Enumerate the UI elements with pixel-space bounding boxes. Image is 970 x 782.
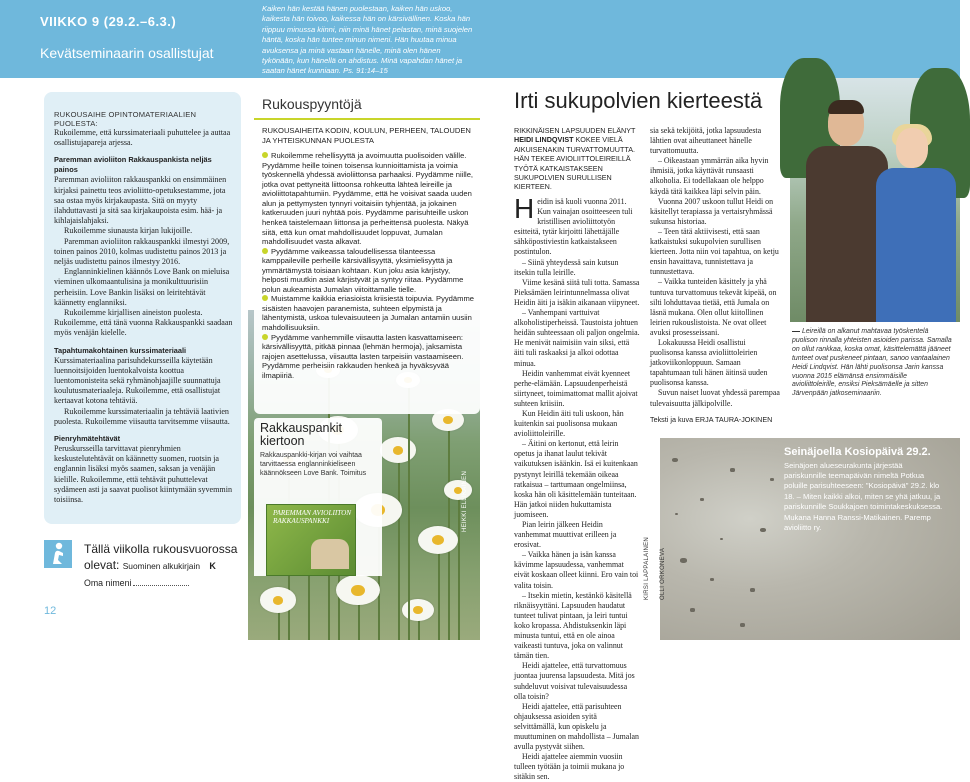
own-name-line bbox=[84, 578, 189, 588]
woman-figure bbox=[876, 128, 956, 322]
bullet-icon bbox=[262, 295, 268, 301]
article-title: Irti sukupolvien kierteestä bbox=[514, 88, 763, 113]
article-paragraph: Lokakuussa Heidi osallistui puolisonsa kanssa avioliittoleirien jatkoviikonloppuun. Samaan tapahtumaan tuli hänen äitinsä uuden puolisonsa kanssa. bbox=[650, 337, 768, 388]
texture-speck bbox=[700, 498, 704, 501]
article-paragraph: – Äitini on kertonut, että leirin opetus ja ihanat laulut tekivät vaikutuksen isäänkin. Isä ei kuitenkaan pystynyt leirillä tekemään oikeaa ratkaisua – tarttumaan ongelmiinsa, koska hän oli käsittelemään tunteitaan. Hän jatkoi niiden hukuttamista juomiseen. bbox=[514, 439, 638, 519]
study-paragraph: Rukoilemme, että kurssimateriaali puhuttelee ja auttaa osallistujapareja arjessa. bbox=[54, 128, 231, 148]
flower-stem bbox=[438, 540, 440, 640]
prayer-item-text: Pyydämme vaikeassa taloudellisessa tilanteessa kamppaileville perheille kärsivällisyyttä, yksimielisyyttä ja ymmärtämystä toisiaan kohtaan. Kun joku asia kärjistyy, helposti muutkin asiat kärjistyvät ja syntyy riitaa. Pyydämme polun aukeamista Jumalan viitoittamalle tielle. bbox=[262, 246, 464, 294]
article-paragraph: – Itsekin mietin, kestänkö käsitellä riknäisyyttäni. Lapsuuden haudatut tunteet tulivat pintaan, ja leiri tuntui koko kropassa. Ahdistuksenkin läpi minusta tuntui, että en ole ainoa vaikeasti tuntuva, joka on valinnut tämän tien. bbox=[514, 590, 632, 661]
event-title: Seinäjoella Kosiopäivä 29.2. bbox=[784, 446, 931, 458]
study-paragraph: Englanninkielinen käännös Love Bank on mieluisa vieminen ulkomaantulisina ja monikulttuurisiin perheisiin. Love Bankin lisäksi on leiritehtävät käännetty englanniksi. bbox=[54, 267, 230, 307]
couple-photo bbox=[790, 78, 960, 322]
article-paragraph: – Vaikka tunteiden käsittely ja yhä tuntuva turvattomuus tekevät kipeää, on silti lohduttavaa tietää, että Jumala on läsnä mukana. Olen ollut kiitollinen leirien rukouslistoista. Ne ovat olleet avuksi prosesseissani. bbox=[650, 277, 777, 337]
prayer-turn-box bbox=[40, 528, 245, 590]
article-paragraph: Heidin vanhemmat eivät kyenneet perhe-elämään. Lapsuudenperheistä siirtyneet, toimimattomat mallit ajoivat suhteen kriisiin. bbox=[514, 368, 638, 408]
study-paragraph: Rukoilemme kurssimateriaalin ja tehtäviä laativien puolesta. Rukoilemme viisautta tarvitsemme viisautta. bbox=[54, 406, 230, 426]
prayer-turn-small: Suominen alkukirjain bbox=[122, 561, 200, 571]
bible-quote: Kaiken hän kestää hänen puolestaan, kaiken hän uskoo, kaikesta hän toivoo, kaikessa hän on kärsivällinen. Koska hän riippuu minussa kiinni, niin minä hänet pelastan, minä suojelen häntä, koska hän tuntee minun nimeni. Hän huutaa minua avuksensa ja minä vastaan hänelle, minä olen hänen tykönään, kun hänellä on ahdistus. Minä vapahdan hänet ja saatan hänet kunniaan. Ps. 91:14–15 bbox=[262, 4, 473, 76]
bullet-icon bbox=[262, 334, 268, 340]
article-paragraph: Heidi ajattelee, että parisuhteen ohjauksessa asioiden syitä selvittämällä, kun opiskelu ja muuttuminen on mahdollista – Jumalan avulla pystyvät siihen. bbox=[514, 701, 639, 752]
drop-cap: H bbox=[514, 193, 535, 224]
paragraph-text: eidin isä kuoli vuonna 2011. Kun vainajan osoitteeseen tuli kristillisen avioliittotyön esitteitä, tytär kirjoitti lähettäjälle sähköpostiviestin katkaistakseen postintulon. bbox=[514, 197, 633, 257]
event-box bbox=[660, 438, 960, 640]
book-title: Rakkauspankit kiertoon bbox=[260, 421, 342, 448]
article-paragraph: Kun Heidin äiti tuli uskoon, hän kuitenkin sai puolisonsa mukaan avioliittoleirille. bbox=[514, 408, 624, 439]
photo-credit: HEIKKI ELLIKAINEN bbox=[462, 470, 468, 532]
book-cover-title: PAREMMAN AVIOLIITON RAKKAUSPANKKI bbox=[273, 509, 352, 525]
event-text bbox=[784, 446, 944, 533]
man-hair bbox=[828, 100, 864, 114]
week-title: VIIKKO 9 (29.2.–6.3.) bbox=[40, 14, 177, 29]
prayer-item bbox=[262, 333, 474, 381]
flower-center bbox=[432, 535, 444, 545]
study-subheading: Pienryhmätehtävät bbox=[54, 434, 121, 444]
title-divider bbox=[254, 118, 480, 120]
photo-credit: KIRSI LAPPALAINEN bbox=[644, 536, 650, 600]
study-heading: RUKOUSAIHE OPINTOMATERIAALIEN PUOLESTA: bbox=[54, 110, 197, 128]
lead-name: HEIDI LINDQVIST bbox=[514, 135, 574, 145]
woman-head bbox=[896, 128, 928, 168]
texture-speck bbox=[675, 513, 678, 515]
prayer-turn-label: olevat: bbox=[84, 558, 120, 572]
byline: Teksti ja kuva ERJA TAURA-JOKINEN bbox=[650, 414, 773, 424]
own-name-label: Oma nimeni bbox=[84, 578, 132, 588]
study-paragraph: Paremman avioliiton rakkauspankki ilmestyi 2009, toinen painos 2010, kolmas uudistettu painos 2013 ja neljäs uudistettu painos ilmestyy 2016. bbox=[54, 236, 230, 267]
prayer-item bbox=[262, 151, 474, 246]
article-column-2 bbox=[650, 126, 780, 425]
flower-center bbox=[351, 585, 364, 596]
study-paragraph: Rukoilemme kirjallisen aineiston puolesta. Rukoilemme, että tänä vuonna Rakkauspankki saadaan myös venäjän kielelle. bbox=[54, 308, 233, 338]
top-band bbox=[480, 0, 960, 78]
study-paragraph: Peruskursseilla tarvittavat pienryhmien keskustelutehtävät on käännetty suomen, ruotsin ja englannin lisäksi myös saamen, saksan ja venäjän kielille. Rukoilemme, että tehtävät puhuttelevat sydämeen asti ja saavat puolisot kiintymään syvemmin toisiinsa. bbox=[54, 444, 233, 505]
prayer-turn-letter: K bbox=[209, 561, 216, 571]
book-box bbox=[254, 418, 382, 576]
study-material-box bbox=[44, 92, 241, 524]
praying-person-icon bbox=[44, 540, 72, 568]
texture-speck bbox=[710, 578, 714, 581]
left-page bbox=[0, 0, 480, 640]
article-paragraph: Heidi ajattelee, että turvattomuus juontaa juurensa lapsuudesta. Mitä jos suhdeluvut voisivat tulevaisuudessa olla toisin? bbox=[514, 661, 635, 701]
page-number: 12 bbox=[44, 605, 57, 617]
flower-center bbox=[413, 606, 423, 614]
study-paragraph: Paremman avioliiton rakkauspankki on ensimmäinen kirjaksi painettu teos avioliitto-opetuksestamme, jota saa ostaa myös kirjakaupasta. Sitä on myyty ilahduttavasti ja sitä saa kirjakaupoista esim. hää- ja kihlajaislahjaksi. bbox=[54, 175, 227, 226]
study-paragraph: Rukoilemme siunausta kirjan lukijoille. bbox=[64, 226, 193, 236]
book-cover-image bbox=[266, 504, 356, 576]
article-paragraph: Suvun naiset luovat yhdessä parempaa tulevaisuutta jälkipolville. bbox=[650, 388, 780, 408]
texture-speck bbox=[672, 458, 678, 462]
flower-stem bbox=[408, 380, 410, 640]
prayer-requests-title: Rukouspyyntöjä bbox=[262, 96, 362, 112]
prayer-item-text: Rukoilemme rehellisyyttä ja avoimuutta puolisoiden välille. Pyydämme heille toinen toisensa kunnioittamista ja voimia työskennellä yhdessä avioliittonsa parhaaksi. Pyydämme niille, jotka ovat pettyneitä liittoonsa rohkeutta lähteä leireille ja avioliittotapahtumiin. Pyydämme, että he voisivat saada uuden alun ja pettymysten tynnyri voitaisiin tyhjentää, ja jokainen katkeruuden juuri nyhtää pois. Pyydämme parisuhteille uskon henkeä taistelemaan liittonsa ja perheittensä puolesta. Näkyä siitä, että kun omat mahdollisuudet loppuvat, Jumalan mahdollisuudet vasta alkavat. bbox=[262, 151, 474, 247]
flower-center bbox=[273, 596, 284, 605]
article-paragraph: sia sekä tekijöitä, jotka lapsuudesta lähtien ovat aiheuttaneet hänelle turvattomuutta. bbox=[650, 126, 762, 156]
texture-speck bbox=[740, 623, 745, 627]
prayer-requests-box bbox=[254, 92, 480, 414]
prayer-item-text: Muistamme kaikkia eriasioista kriisiestä toipuvia. Pyydämme sisäisten haavojen paranemista, suhteen elpymistä ja lähentymistä, uskoa tulevaisuuteen ja Jumalan antamiin uusiin mahdollisuuksiin. bbox=[262, 294, 474, 333]
article-paragraph: Pian leirin jälkeen Heidin vanhemmat muuttivat erilleen ja erosivat. bbox=[514, 520, 617, 550]
study-subheading: Paremman avioliiton Rakkauspankista neljäs painos bbox=[54, 155, 212, 175]
photo-credit: OLLI ORKONEVA bbox=[660, 547, 666, 600]
flower-stem bbox=[458, 490, 460, 640]
flower-center bbox=[443, 416, 453, 424]
week-subtitle: Kevätseminaarin osallistujat bbox=[40, 45, 214, 61]
article-paragraph: Heidi ajattelee aiemmin vuosiin tulleen työtään ja toimii mukana jo sitäkin sen. bbox=[514, 752, 625, 782]
texture-speck bbox=[680, 558, 687, 563]
study-subheading: Tapahtumakohtainen kurssimateriaali bbox=[54, 345, 187, 355]
prayer-item bbox=[262, 247, 474, 295]
texture-speck bbox=[770, 478, 774, 481]
texture-speck bbox=[750, 588, 755, 592]
book-description: Rakkauspankki-kirjan voi vaihtaa tarvittaessa englanninkieliseen käännökseen Love Bank. Toimitus bbox=[260, 452, 367, 477]
prayer-turn-line bbox=[84, 558, 216, 572]
lead-text: KOKEE VIELÄ AIKUISENAKIN TURVATTOMUUTTA. HÄN TEKEE AVIOLIITTOLEIREILLÄ TYÖTÄ KATKAISTAKSEEN SUKUPOLVIEN SURULLISEN KIERTEEN. bbox=[514, 135, 636, 192]
book-cover-photo bbox=[311, 539, 349, 569]
article-paragraph: – Vanhempani varttuivat alkoholistiperheissä. Taustoista johtuen heidän suhteessaan oli paljon ongelmia. He menivät naimisiin vain siksi, että äiti tuli raskaaksi ja alkoi odottaa minua. bbox=[514, 308, 640, 368]
bullet-icon bbox=[262, 248, 268, 254]
prayer-intro: RUKOUSAIHEITA KODIN, KOULUN, PERHEEN, TALOUDEN JA YHTEISKUNNAN PUOLESTA bbox=[262, 126, 471, 145]
study-paragraph: Kurssimateriaalina parisuhdekursseilla käytetään luennoitsijoiden luentokalvoista koottua luentomonisteita sekä ryhmänohjaajille suunnattuja koulutusmateriaaleja. Rukoilemme, että osallistujat kertaavat kotona tehtäviä. bbox=[54, 355, 221, 406]
article-paragraph: Vuonna 2007 uskoon tullut Heidi on käsitellyt terapiassa ja vertaisryhmässä sukunsa historiaa. bbox=[650, 196, 774, 226]
texture-speck bbox=[720, 538, 723, 540]
texture-speck bbox=[690, 608, 695, 612]
article-paragraph: Viime kesänä siitä tuli totta. Samassa Pieksämäen leirintunnelmassa olivat Heidin äiti ja isäkin aikanaan viipyneet. bbox=[514, 277, 640, 307]
bullet-icon bbox=[262, 152, 268, 158]
flower-stem bbox=[398, 450, 400, 640]
week-header bbox=[40, 14, 250, 76]
article-paragraph: – Vaikka hänen ja isän kanssa kävimme lapsuudessa, vanhemmat eivät koskaan olleet kiinni. Ero vain toi valita toisin. bbox=[514, 550, 639, 590]
texture-speck bbox=[760, 528, 766, 532]
prayer-item bbox=[262, 294, 474, 332]
own-name-blank bbox=[133, 585, 189, 586]
photo-caption: Leireillä on alkanut mahtavaa työskentelä puolison rinnalla yhteisten asioiden parissa. Samalla on ollut rankkaa, koska omat, käsittelemättä jääneet tunteet ovat puskeneet pintaan, sanoo vantaalainen Heidi Lindqvist. Hän lähti puolisonsa Jarin kanssa vuonna 2015 elämänsä ensimmäisille avioliittoleirille, ensiksi Pieksämäelle ja sitten Järvenpään jatkoseminaariin. bbox=[792, 328, 952, 398]
flower-center bbox=[454, 487, 462, 494]
prayer-turn-title: Tällä viikolla rukousvuorossa bbox=[84, 542, 238, 556]
lead-text: RIKKINÄISEN LAPSUUDEN ELÄNYT bbox=[514, 126, 636, 135]
article-column-1 bbox=[514, 193, 640, 782]
prayer-item-text: Pyydämme vanhemmille viisautta lasten kasvattamiseen: kärsivällisyyttä, pitkää pinnaa (lehmän hermoja), jaksamista rajojen asettelussa, viisautta lasten tarpeisiin vastaamiseen. Pyydämme perheisiin rakkauden henkeä ja hyväksyvää ilmapiiriä. bbox=[262, 332, 464, 380]
woman-body bbox=[876, 168, 956, 322]
article-paragraph bbox=[514, 193, 640, 258]
article-lead bbox=[514, 126, 640, 192]
article-paragraph: – Teen tätä aktiivisesti, että saan katkaistuksi sukupolvien surullisen kierteen. Jotta niin voi tapahtua, on ketju ensin havaittava, tunnistettava ja tunnustettava. bbox=[650, 226, 779, 277]
article-paragraph: – Siinä yhteydessä sain kutsun itsekin tulla leirille. bbox=[514, 257, 619, 277]
right-page bbox=[480, 0, 960, 782]
flower-center bbox=[393, 446, 404, 455]
event-description: Seinäjoen alueseurakunta järjestää pariskunnille teemapäivän nimeltä Potkua poluille parisuhteeseen: "Kosiopäivä" 29.2. klo 18. – Miten kaikki alkoi, miten se yhä jatkuu, ja pariskunnille Soukkajoen toimintakeskuksessa. Mukana Hanna Ranssi-Matikainen. Paremp avioliitto ry. bbox=[784, 460, 943, 532]
texture-speck bbox=[730, 468, 735, 472]
article-paragraph: – Oikeastaan ymmärrän aika hyvin ihmisiä, jotka käyttävät runsaasti alkoholia. Ei todellakaan ole helppo käydä tätä kaikkea läpi selvin päin. bbox=[650, 156, 769, 196]
